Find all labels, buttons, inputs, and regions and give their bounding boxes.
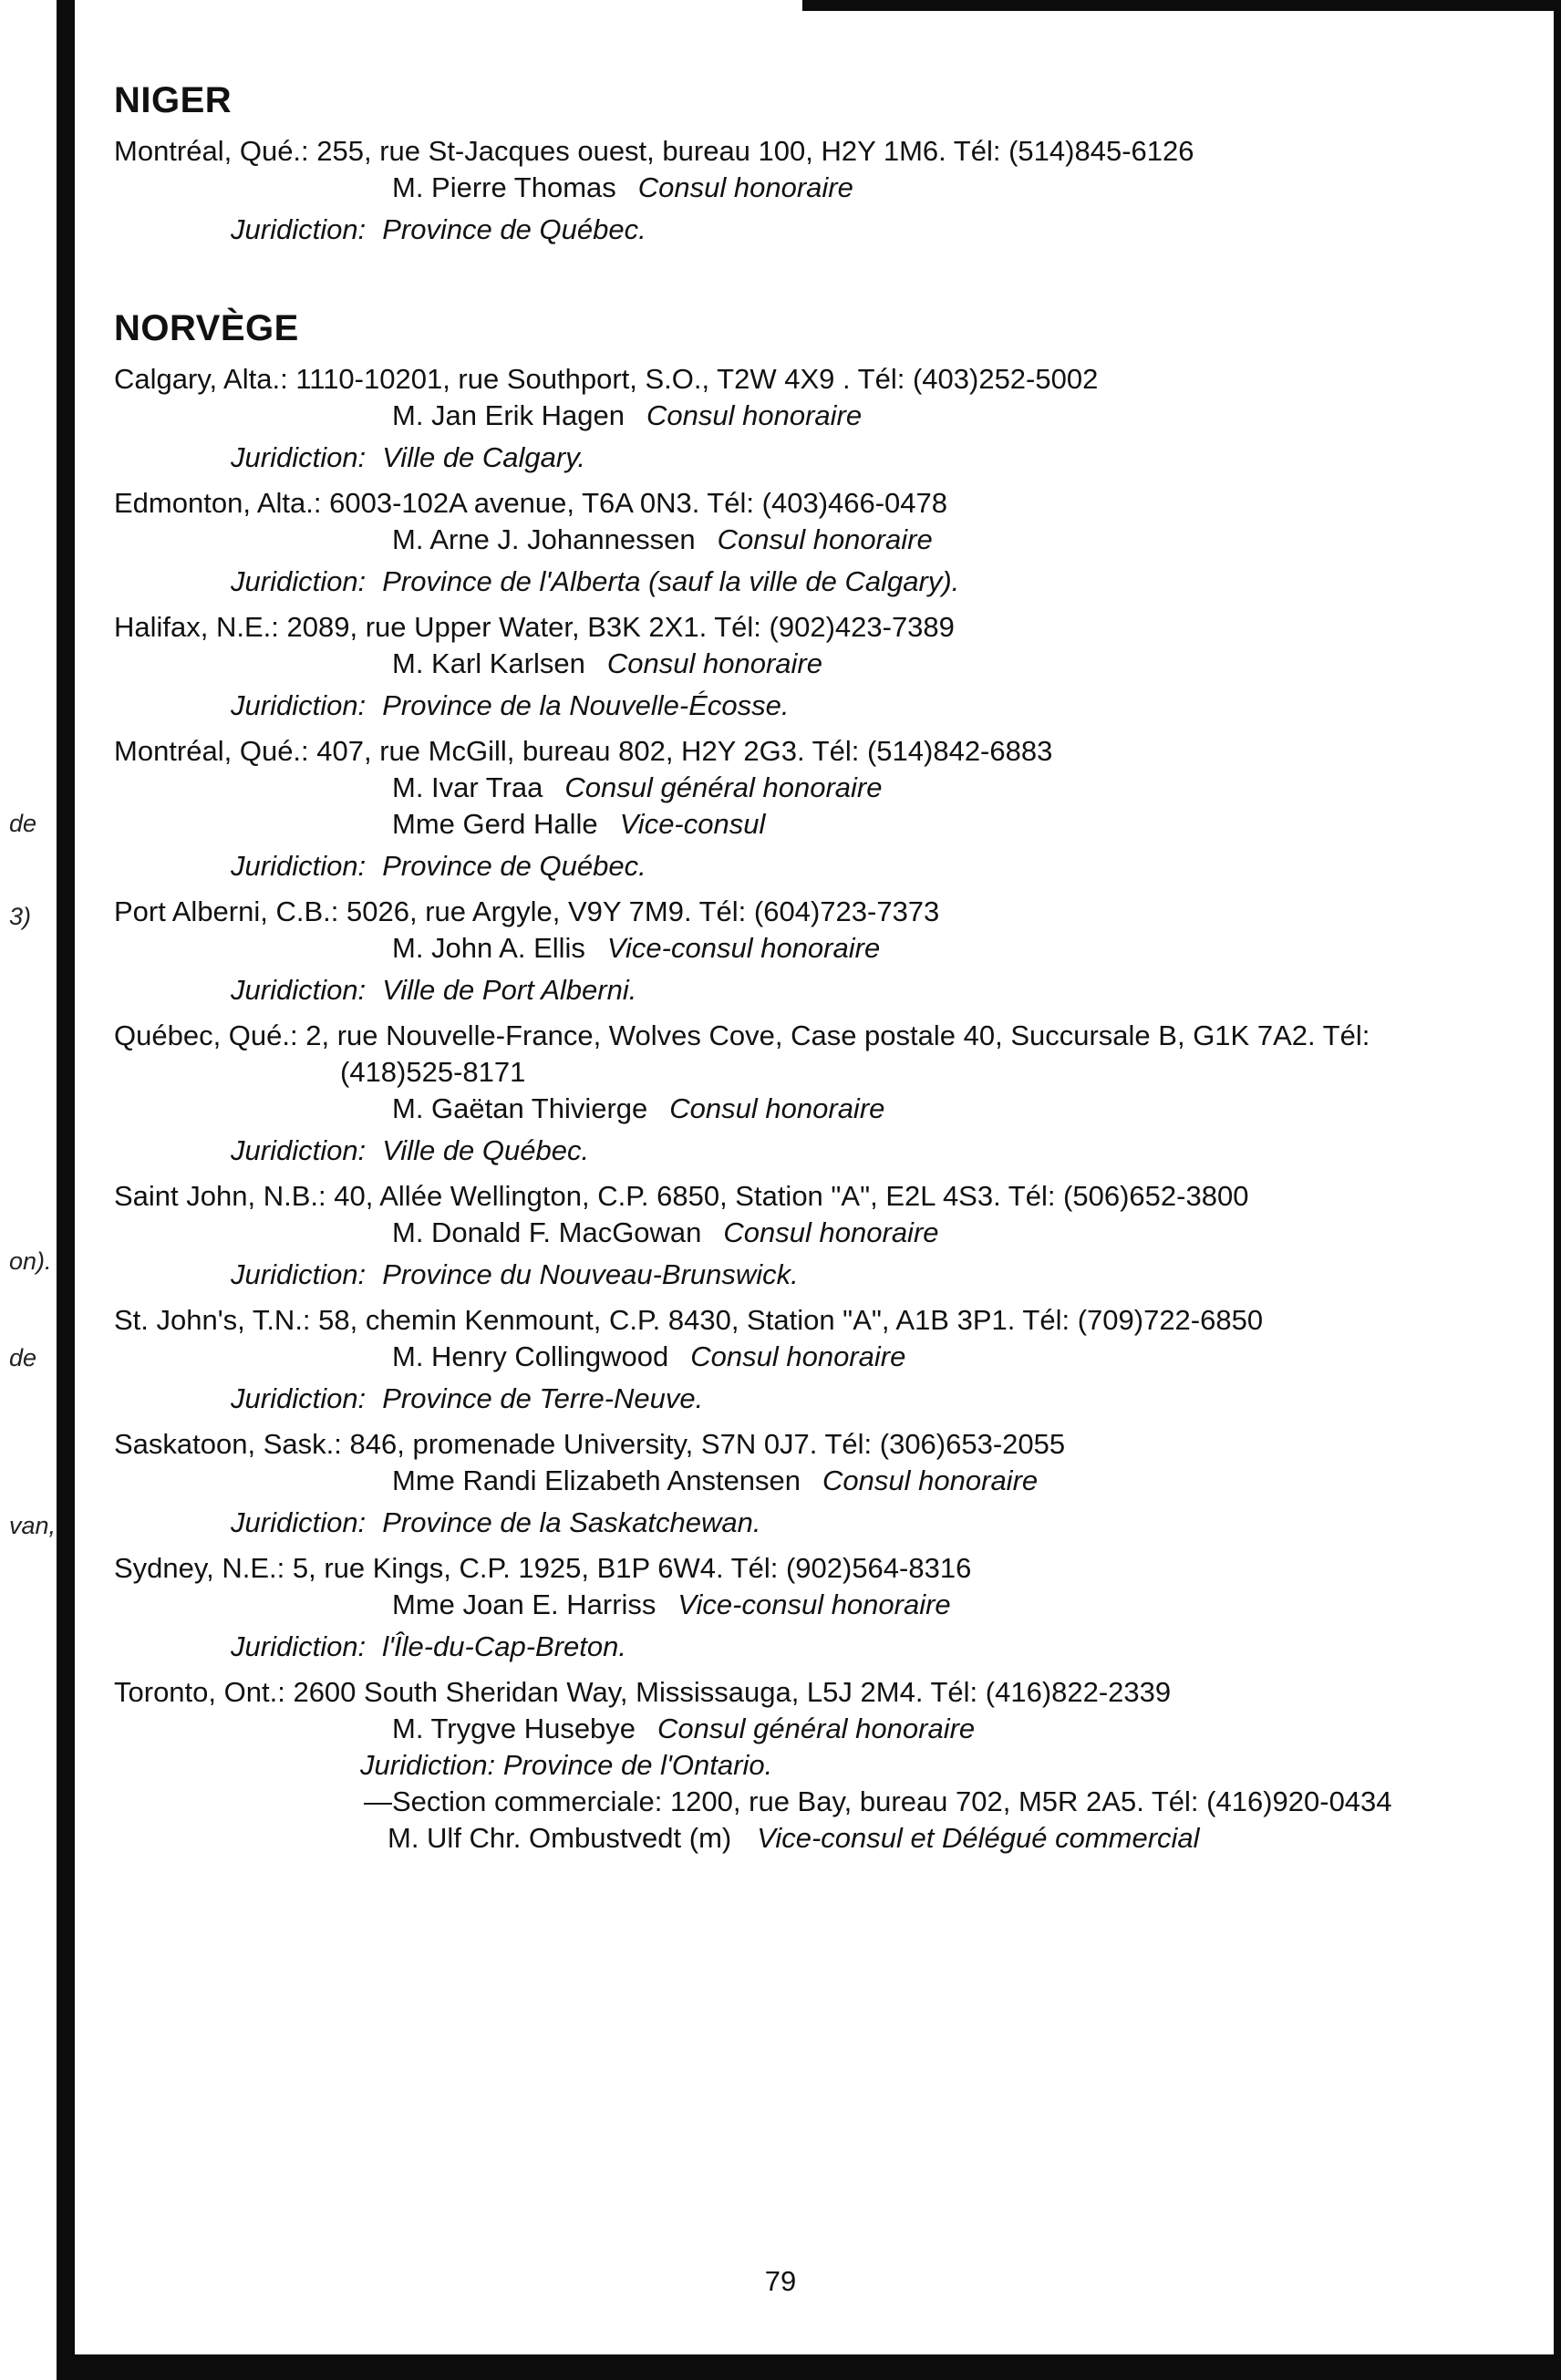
- entry-address: 5, rue Kings, C.P. 1925, B1P 6W4. Tél: (902)564-8316: [292, 1552, 972, 1584]
- entry-address: 58, chemin Kenmount, C.P. 8430, Station "A", A1B 3P1. Tél: (709)722-6850: [318, 1304, 1264, 1336]
- entry-city: Sydney, N.E.:: [114, 1552, 285, 1584]
- entry-list: [114, 361, 1454, 1665]
- entry-city: Montréal, Qué.:: [114, 135, 309, 167]
- entry-address: 40, Allée Wellington, C.P. 6850, Station "A", E2L 4S3. Tél: (506)652-3800: [334, 1180, 1249, 1212]
- entry-person: Mme Gerd Halle Vice-consul: [392, 808, 766, 840]
- entry-city: Port Alberni, C.B.:: [114, 895, 339, 927]
- entry-jurisdiction: Juridiction: Province de Terre-Neuve.: [231, 1382, 704, 1414]
- entry-jurisdiction: Juridiction: Province de l'Alberta (sauf la ville de Calgary).: [231, 565, 960, 597]
- entry-person: M. Gaëtan Thivierge Consul honoraire: [392, 1092, 885, 1124]
- entry-jurisdiction: Juridiction: Ville de Port Alberni.: [231, 974, 637, 1006]
- entry-jurisdiction: Juridiction: Province du Nouveau-Brunswick.: [231, 1258, 799, 1290]
- entry-person: M. John A. Ellis Vice-consul honoraire: [392, 932, 881, 964]
- binding-shadow: [57, 0, 75, 2380]
- entry-address: 407, rue McGill, bureau 802, H2Y 2G3. Tél: (514)842-6883: [316, 735, 1053, 767]
- scan-bottom-edge: [64, 2354, 1561, 2380]
- entry-person: M. Henry Collingwood Consul honoraire: [392, 1340, 906, 1372]
- entry-address: 2600 South Sheridan Way, Mississauga, L5J 2M4. Tél: (416)822-2339: [293, 1676, 1172, 1708]
- entry-city: Edmonton, Alta.:: [114, 487, 322, 519]
- consulate-entry: [114, 1550, 1454, 1665]
- entry-city: Saskatoon, Sask.:: [114, 1428, 342, 1460]
- entry-city: Calgary, Alta.:: [114, 363, 288, 395]
- document-page: [114, 77, 1454, 1857]
- entry-person: Mme Randi Elizabeth Anstensen Consul honoraire: [392, 1464, 1039, 1496]
- entry-address: 846, promenade University, S7N 0J7. Tél: (306)653-2055: [349, 1428, 1066, 1460]
- scan-top-edge: [802, 0, 1561, 11]
- consulate-entry: [114, 733, 1454, 885]
- entry-jurisdiction: Juridiction: Province de la Saskatchewan.: [231, 1506, 761, 1538]
- entry-person: M. Pierre Thomas Consul honoraire: [392, 171, 853, 203]
- entry-address: 2089, rue Upper Water, B3K 2X1. Tél: (902)423-7389: [286, 611, 955, 643]
- entry-address: 5026, rue Argyle, V9Y 7M9. Tél: (604)723-7373: [346, 895, 940, 927]
- consulate-entry: [114, 1426, 1454, 1541]
- consulate-entry: [114, 894, 1454, 1009]
- entry-city: Québec, Qué.:: [114, 1019, 298, 1051]
- entry-person: M. Donald F. MacGowan Consul honoraire: [392, 1216, 939, 1248]
- entry-jurisdiction: Juridiction: Province de la Nouvelle-Écosse.: [231, 689, 790, 721]
- page-number: 79: [764, 2265, 797, 2297]
- margin-fragment: van,: [9, 1512, 57, 1539]
- entry-city: Toronto, Ont.:: [114, 1676, 285, 1708]
- entry-address: 6003-102A avenue, T6A 0N3. Tél: (403)466-0478: [329, 487, 948, 519]
- consulate-entry: [114, 1302, 1454, 1417]
- entry-address: 1110-10201, rue Southport, S.O., T2W 4X9 . Tél: (403)252-5002: [295, 363, 1099, 395]
- country-section-norvege: [114, 305, 1454, 1857]
- entry-person: Mme Joan E. Harriss Vice-consul honoraire: [392, 1588, 951, 1620]
- commercial-section: —Section commerciale: 1200, rue Bay, bureau 702, M5R 2A5. Tél: (416)920-0434: [364, 1785, 1392, 1817]
- margin-fragment: on).: [9, 1247, 52, 1275]
- entry-address: 255, rue St-Jacques ouest, bureau 100, H2Y 1M6. Tél: (514)845-6126: [316, 135, 1194, 167]
- entry-city: Montréal, Qué.:: [114, 735, 309, 767]
- country-section-niger: [114, 77, 1454, 248]
- entry-person: M. Ivar Traa Consul général honoraire: [392, 771, 883, 803]
- entry-city: Halifax, N.E.:: [114, 611, 279, 643]
- consulate-entry: [114, 1178, 1454, 1293]
- entry-person: M. Karl Karlsen Consul honoraire: [392, 647, 822, 679]
- scan-right-edge: [1554, 0, 1561, 2380]
- entry-city: St. John's, T.N.:: [114, 1304, 311, 1336]
- entry-person: M. Trygve Husebye Consul général honoraire: [392, 1713, 976, 1744]
- margin-fragment: de: [9, 810, 37, 837]
- entry-jurisdiction: Juridiction: Ville de Calgary.: [231, 441, 586, 473]
- country-heading: NORVÈGE: [114, 308, 299, 348]
- entry-jurisdiction: Juridiction: Province de l'Ontario.: [360, 1749, 773, 1781]
- entry-city: Saint John, N.B.:: [114, 1180, 326, 1212]
- consulate-entry-toronto: [114, 1674, 1454, 1857]
- entry-person: M. Arne J. Johannessen Consul honoraire: [392, 523, 933, 555]
- consulate-entry: [114, 609, 1454, 724]
- entry-address: 2, rue Nouvelle-France, Wolves Cove, Case postale 40, Succursale B, G1K 7A2. Tél: (418)525-8171: [305, 1019, 1370, 1088]
- country-heading: NIGER: [114, 80, 233, 120]
- entry-jurisdiction: Juridiction: Ville de Québec.: [231, 1134, 590, 1166]
- margin-fragment: 3): [9, 903, 32, 930]
- entry-jurisdiction: Juridiction: l'Île-du-Cap-Breton.: [231, 1630, 627, 1662]
- consulate-entry: [114, 1018, 1454, 1169]
- entry-jurisdiction: Juridiction: Province de Québec.: [231, 213, 646, 245]
- consulate-entry: [114, 485, 1454, 600]
- entry-jurisdiction: Juridiction: Province de Québec.: [231, 850, 646, 882]
- consulate-entry: [114, 133, 1454, 248]
- entry-person: M. Ulf Chr. Ombustvedt (m) Vice-consul et Délégué commercial: [388, 1822, 1200, 1854]
- margin-fragment: de: [9, 1344, 37, 1371]
- consulate-entry: [114, 361, 1454, 476]
- entry-person: M. Jan Erik Hagen Consul honoraire: [392, 399, 863, 431]
